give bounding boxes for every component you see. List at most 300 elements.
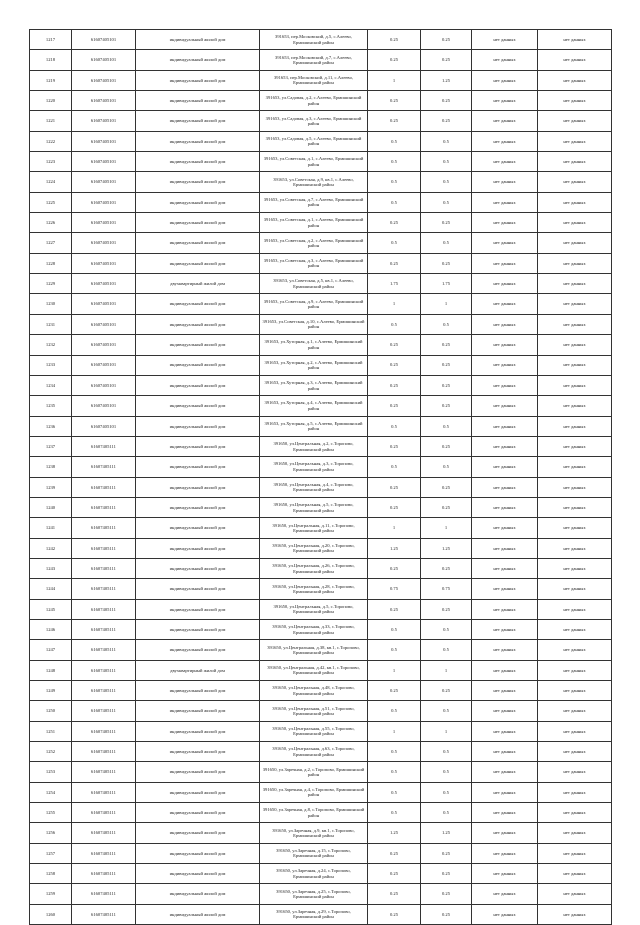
cell-number: 1217 xyxy=(30,30,72,50)
table-row xyxy=(30,558,612,578)
cell-building-type: индивидуальный жилой дом xyxy=(136,152,260,172)
cell-building-type: индивидуальный жилой дом xyxy=(136,294,260,314)
cell-note: нет данных xyxy=(538,131,612,151)
cell-note: нет данных xyxy=(538,253,612,273)
cell-address: 391650, ул.Центральная, д.55, с.Торопово, Ермишинский район xyxy=(260,721,368,741)
cell-address: 391653, пер.Московский, д.11, с.Алеево, Ермишинский район xyxy=(260,70,368,90)
cell-number: 1247 xyxy=(30,640,72,660)
cell-address: 391650, ул.Центральная, д.42, кв.1, с.Торопово, Ермишинский район xyxy=(260,660,368,680)
cell-code: 61607405101 xyxy=(72,294,136,314)
cell-building-type: индивидуальный жилой дом xyxy=(136,50,260,70)
cell-value-2: 1 xyxy=(421,660,472,680)
cell-value-1: 0.5 xyxy=(368,172,421,192)
table-row xyxy=(30,172,612,192)
cell-number: 1256 xyxy=(30,823,72,843)
cell-building-type: индивидуальный жилой дом xyxy=(136,538,260,558)
cell-value-1: 0.75 xyxy=(368,579,421,599)
cell-address: 391650, ул.Заречная, д.2, с.Торопово, Ермишинский район xyxy=(260,762,368,782)
cell-address: 391653, ул.Садовая, д.2, с.Алеево, Ермишинский район xyxy=(260,91,368,111)
cell-number: 1221 xyxy=(30,111,72,131)
cell-number: 1226 xyxy=(30,213,72,233)
cell-value-2: 0.25 xyxy=(421,50,472,70)
cell-status: нет данных xyxy=(472,884,538,904)
cell-note: нет данных xyxy=(538,91,612,111)
cell-status: нет данных xyxy=(472,558,538,578)
table-row xyxy=(30,111,612,131)
table-row xyxy=(30,843,612,863)
cell-code: 61607405101 xyxy=(72,213,136,233)
cell-building-type: индивидуальный жилой дом xyxy=(136,497,260,517)
cell-value-2: 0.5 xyxy=(421,803,472,823)
table-row xyxy=(30,436,612,456)
cell-number: 1233 xyxy=(30,355,72,375)
table-row xyxy=(30,457,612,477)
cell-code: 61607405111 xyxy=(72,884,136,904)
cell-note: нет данных xyxy=(538,213,612,233)
cell-building-type: индивидуальный жилой дом xyxy=(136,457,260,477)
cell-building-type: индивидуальный жилой дом xyxy=(136,436,260,456)
cell-number: 1218 xyxy=(30,50,72,70)
cell-value-1: 0.25 xyxy=(368,396,421,416)
cell-value-2: 0.5 xyxy=(421,152,472,172)
table-row xyxy=(30,70,612,90)
cell-value-1: 0.25 xyxy=(368,375,421,395)
cell-status: нет данных xyxy=(472,660,538,680)
cell-number: 1240 xyxy=(30,497,72,517)
cell-code: 61607405101 xyxy=(72,396,136,416)
cell-code: 61607405111 xyxy=(72,457,136,477)
cell-building-type: индивидуальный жилой дом xyxy=(136,355,260,375)
cell-status: нет данных xyxy=(472,192,538,212)
cell-value-1: 0.25 xyxy=(368,884,421,904)
cell-note: нет данных xyxy=(538,457,612,477)
cell-code: 61607405111 xyxy=(72,518,136,538)
table-row xyxy=(30,477,612,497)
table-row xyxy=(30,294,612,314)
cell-code: 61607405111 xyxy=(72,497,136,517)
cell-number: 1234 xyxy=(30,375,72,395)
cell-value-1: 0.25 xyxy=(368,864,421,884)
cell-address: 391650, ул.Заречная, д.4, с.Торопово, Ермишинский район xyxy=(260,782,368,802)
cell-value-2: 0.25 xyxy=(421,91,472,111)
cell-value-2: 0.25 xyxy=(421,375,472,395)
cell-code: 61607405101 xyxy=(72,375,136,395)
cell-status: нет данных xyxy=(472,477,538,497)
cell-note: нет данных xyxy=(538,294,612,314)
cell-note: нет данных xyxy=(538,233,612,253)
cell-value-1: 0.25 xyxy=(368,213,421,233)
cell-value-2: 0.25 xyxy=(421,884,472,904)
cell-status: нет данных xyxy=(472,314,538,334)
cell-number: 1237 xyxy=(30,436,72,456)
cell-building-type: индивидуальный жилой дом xyxy=(136,742,260,762)
cell-number: 1238 xyxy=(30,457,72,477)
table-row xyxy=(30,396,612,416)
cell-note: нет данных xyxy=(538,192,612,212)
cell-building-type: индивидуальный жилой дом xyxy=(136,823,260,843)
cell-address: 391650, ул.Центральная, д.4, с.Торопово, Ермишинский район xyxy=(260,477,368,497)
cell-note: нет данных xyxy=(538,335,612,355)
cell-status: нет данных xyxy=(472,294,538,314)
cell-address: 391650, ул.Центральная, д.51, с.Торопово, Ермишинский район xyxy=(260,701,368,721)
cell-building-type: индивидуальный жилой дом xyxy=(136,640,260,660)
table-row xyxy=(30,274,612,294)
cell-address: 391653, ул.Советская, д.9, кв.1, с.Алеево, Ермишинский район xyxy=(260,172,368,192)
cell-value-1: 0.25 xyxy=(368,355,421,375)
cell-code: 61607405111 xyxy=(72,904,136,924)
cell-value-1: 0.25 xyxy=(368,111,421,131)
cell-value-2: 1.75 xyxy=(421,274,472,294)
cell-value-1: 0.5 xyxy=(368,619,421,639)
table-row xyxy=(30,640,612,660)
table-row xyxy=(30,782,612,802)
cell-value-2: 0.25 xyxy=(421,497,472,517)
cell-value-2: 0.25 xyxy=(421,558,472,578)
cell-address: 391650, ул.Заречная, д.24, с.Торопово, Ермишинский район xyxy=(260,864,368,884)
cell-value-1: 0.25 xyxy=(368,904,421,924)
cell-number: 1220 xyxy=(30,91,72,111)
cell-code: 61607405111 xyxy=(72,558,136,578)
cell-building-type: индивидуальный жилой дом xyxy=(136,253,260,273)
table-row xyxy=(30,721,612,741)
cell-value-1: 0.5 xyxy=(368,416,421,436)
cell-value-1: 0.5 xyxy=(368,152,421,172)
cell-building-type: индивидуальный жилой дом xyxy=(136,335,260,355)
cell-value-1: 0.25 xyxy=(368,253,421,273)
cell-number: 1257 xyxy=(30,843,72,863)
records-table xyxy=(29,29,612,925)
table-row xyxy=(30,375,612,395)
cell-status: нет данных xyxy=(472,721,538,741)
cell-number: 1224 xyxy=(30,172,72,192)
cell-status: нет данных xyxy=(472,579,538,599)
cell-code: 61607405111 xyxy=(72,660,136,680)
cell-value-1: 0.5 xyxy=(368,457,421,477)
cell-status: нет данных xyxy=(472,375,538,395)
cell-status: нет данных xyxy=(472,355,538,375)
cell-value-1: 1 xyxy=(368,518,421,538)
cell-code: 61607405101 xyxy=(72,111,136,131)
table-row xyxy=(30,884,612,904)
cell-number: 1258 xyxy=(30,864,72,884)
cell-code: 61607405111 xyxy=(72,436,136,456)
cell-code: 61607405101 xyxy=(72,274,136,294)
cell-number: 1229 xyxy=(30,274,72,294)
cell-number: 1253 xyxy=(30,762,72,782)
cell-building-type: индивидуальный жилой дом xyxy=(136,314,260,334)
cell-code: 61607405101 xyxy=(72,91,136,111)
cell-building-type: индивидуальный жилой дом xyxy=(136,558,260,578)
cell-value-2: 1.25 xyxy=(421,823,472,843)
cell-address: 391650, ул.Заречная, д.25, с.Торопово, Ермишинский район xyxy=(260,884,368,904)
cell-value-1: 0.25 xyxy=(368,681,421,701)
cell-address: 391653, ул.Советская, д.1, с.Алеево, Ермишинский район xyxy=(260,152,368,172)
cell-code: 61607405101 xyxy=(72,50,136,70)
cell-value-1: 0.25 xyxy=(368,558,421,578)
cell-building-type: индивидуальный жилой дом xyxy=(136,701,260,721)
cell-value-2: 0.25 xyxy=(421,477,472,497)
cell-building-type: индивидуальный жилой дом xyxy=(136,762,260,782)
cell-note: нет данных xyxy=(538,152,612,172)
cell-code: 61607405111 xyxy=(72,640,136,660)
cell-building-type: индивидуальный жилой дом xyxy=(136,904,260,924)
cell-address: 391653, пер.Московский, д.7, с.Алеево, Ермишинский район xyxy=(260,50,368,70)
cell-note: нет данных xyxy=(538,864,612,884)
cell-number: 1232 xyxy=(30,335,72,355)
cell-address: 391650, ул.Центральная, д.5, с.Торопово, Ермишинский район xyxy=(260,599,368,619)
cell-address: 391650, ул.Центральная, д.48, с.Торопово, Ермишинский район xyxy=(260,681,368,701)
cell-building-type: индивидуальный жилой дом xyxy=(136,803,260,823)
table-row xyxy=(30,518,612,538)
cell-note: нет данных xyxy=(538,477,612,497)
cell-value-2: 0.5 xyxy=(421,742,472,762)
cell-number: 1245 xyxy=(30,599,72,619)
cell-value-1: 0.5 xyxy=(368,782,421,802)
table-row xyxy=(30,619,612,639)
cell-value-1: 0.25 xyxy=(368,30,421,50)
table-row xyxy=(30,701,612,721)
cell-value-1: 0.25 xyxy=(368,843,421,863)
cell-value-1: 1 xyxy=(368,70,421,90)
cell-value-1: 0.5 xyxy=(368,762,421,782)
cell-value-1: 0.5 xyxy=(368,192,421,212)
cell-code: 61607405111 xyxy=(72,762,136,782)
cell-building-type: индивидуальный жилой дом xyxy=(136,619,260,639)
cell-value-2: 0.25 xyxy=(421,864,472,884)
cell-address: 391653, ул.Советская, д.2, с.Алеево, Ермишинский район xyxy=(260,233,368,253)
cell-note: нет данных xyxy=(538,640,612,660)
cell-note: нет данных xyxy=(538,721,612,741)
cell-building-type: индивидуальный жилой дом xyxy=(136,518,260,538)
cell-note: нет данных xyxy=(538,660,612,680)
table-row xyxy=(30,579,612,599)
cell-address: 391650, ул.Центральная, д.26, с.Торопово, Ермишинский район xyxy=(260,558,368,578)
cell-value-2: 0.5 xyxy=(421,782,472,802)
cell-code: 61607405111 xyxy=(72,599,136,619)
cell-value-1: 1 xyxy=(368,294,421,314)
cell-status: нет данных xyxy=(472,701,538,721)
cell-status: нет данных xyxy=(472,457,538,477)
cell-value-2: 0.25 xyxy=(421,213,472,233)
table-row xyxy=(30,91,612,111)
cell-address: 391650, ул.Центральная, д.38, кв.1, с.Торопово, Ермишинский район xyxy=(260,640,368,660)
cell-building-type: индивидуальный жилой дом xyxy=(136,233,260,253)
cell-address: 391653, ул.Советская, д.7, с.Алеево, Ермишинский район xyxy=(260,192,368,212)
cell-address: 391650, ул.Центральная, д.5, с.Торопово, Ермишинский район xyxy=(260,497,368,517)
table-row xyxy=(30,233,612,253)
cell-building-type: индивидуальный жилой дом xyxy=(136,477,260,497)
cell-status: нет данных xyxy=(472,335,538,355)
cell-building-type: индивидуальный жилой дом xyxy=(136,111,260,131)
table-row xyxy=(30,50,612,70)
cell-value-2: 0.5 xyxy=(421,762,472,782)
cell-code: 61607405101 xyxy=(72,335,136,355)
cell-code: 61607405111 xyxy=(72,864,136,884)
table-row xyxy=(30,131,612,151)
cell-address: 391650, ул.Центральная, д.11, с.Торопово, Ермишинский район xyxy=(260,518,368,538)
cell-building-type: индивидуальный жилой дом xyxy=(136,192,260,212)
cell-status: нет данных xyxy=(472,619,538,639)
cell-code: 61607405101 xyxy=(72,253,136,273)
cell-code: 61607405111 xyxy=(72,538,136,558)
cell-code: 61607405101 xyxy=(72,70,136,90)
cell-value-2: 0.5 xyxy=(421,619,472,639)
cell-code: 61607405111 xyxy=(72,803,136,823)
cell-number: 1223 xyxy=(30,152,72,172)
cell-value-2: 0.25 xyxy=(421,396,472,416)
cell-value-1: 0.25 xyxy=(368,599,421,619)
cell-value-2: 0.25 xyxy=(421,335,472,355)
cell-note: нет данных xyxy=(538,416,612,436)
cell-number: 1250 xyxy=(30,701,72,721)
cell-status: нет данных xyxy=(472,762,538,782)
cell-address: 391650, ул.Заречная, д.15, с.Торопово, Ермишинский район xyxy=(260,843,368,863)
cell-note: нет данных xyxy=(538,782,612,802)
cell-building-type: индивидуальный жилой дом xyxy=(136,172,260,192)
cell-note: нет данных xyxy=(538,436,612,456)
cell-building-type: индивидуальный жилой дом xyxy=(136,30,260,50)
cell-status: нет данных xyxy=(472,131,538,151)
table-row xyxy=(30,864,612,884)
cell-building-type: индивидуальный жилой дом xyxy=(136,681,260,701)
table-row xyxy=(30,823,612,843)
cell-status: нет данных xyxy=(472,436,538,456)
cell-address: 391650, ул.Центральная, д.28, с.Торопово, Ермишинский район xyxy=(260,579,368,599)
table-row xyxy=(30,681,612,701)
cell-code: 61607405111 xyxy=(72,477,136,497)
table-row xyxy=(30,314,612,334)
cell-address: 391653, ул.Советская, д.10, с.Алеево, Ермишинский район xyxy=(260,314,368,334)
cell-status: нет данных xyxy=(472,681,538,701)
cell-value-1: 1.75 xyxy=(368,274,421,294)
cell-status: нет данных xyxy=(472,233,538,253)
cell-note: нет данных xyxy=(538,681,612,701)
cell-value-2: 1 xyxy=(421,294,472,314)
cell-code: 61607405111 xyxy=(72,579,136,599)
cell-number: 1248 xyxy=(30,660,72,680)
cell-status: нет данных xyxy=(472,50,538,70)
cell-status: нет данных xyxy=(472,640,538,660)
cell-code: 61607405111 xyxy=(72,823,136,843)
cell-address: 391653, ул.Хуторная, д.1, с.Алеево, Ермишинский район xyxy=(260,335,368,355)
cell-status: нет данных xyxy=(472,274,538,294)
cell-value-2: 0.25 xyxy=(421,355,472,375)
cell-value-2: 0.5 xyxy=(421,172,472,192)
cell-code: 61607405111 xyxy=(72,782,136,802)
cell-number: 1236 xyxy=(30,416,72,436)
cell-value-1: 0.5 xyxy=(368,131,421,151)
cell-number: 1239 xyxy=(30,477,72,497)
cell-code: 61607405111 xyxy=(72,681,136,701)
table-row xyxy=(30,904,612,924)
cell-building-type: индивидуальный жилой дом xyxy=(136,396,260,416)
cell-building-type: индивидуальный жилой дом xyxy=(136,416,260,436)
cell-value-1: 0.25 xyxy=(368,436,421,456)
cell-address: 391650, ул.Заречная, д.8, с.Торопово, Ермишинский район xyxy=(260,803,368,823)
cell-note: нет данных xyxy=(538,355,612,375)
cell-value-1: 0.25 xyxy=(368,497,421,517)
cell-building-type: индивидуальный жилой дом xyxy=(136,70,260,90)
cell-code: 61607405101 xyxy=(72,152,136,172)
cell-note: нет данных xyxy=(538,579,612,599)
table-row xyxy=(30,762,612,782)
cell-value-2: 0.25 xyxy=(421,904,472,924)
cell-status: нет данных xyxy=(472,111,538,131)
cell-value-1: 0.5 xyxy=(368,742,421,762)
cell-value-1: 0.5 xyxy=(368,233,421,253)
cell-status: нет данных xyxy=(472,497,538,517)
cell-value-2: 0.25 xyxy=(421,436,472,456)
cell-status: нет данных xyxy=(472,843,538,863)
cell-status: нет данных xyxy=(472,538,538,558)
table-row xyxy=(30,152,612,172)
cell-note: нет данных xyxy=(538,701,612,721)
cell-building-type: индивидуальный жилой дом xyxy=(136,721,260,741)
cell-note: нет данных xyxy=(538,274,612,294)
cell-note: нет данных xyxy=(538,30,612,50)
cell-status: нет данных xyxy=(472,213,538,233)
cell-number: 1251 xyxy=(30,721,72,741)
table-row xyxy=(30,355,612,375)
cell-value-1: 0.5 xyxy=(368,803,421,823)
cell-value-2: 0.25 xyxy=(421,681,472,701)
cell-value-1: 1 xyxy=(368,721,421,741)
cell-status: нет данных xyxy=(472,172,538,192)
table-row xyxy=(30,335,612,355)
cell-value-1: 0.25 xyxy=(368,91,421,111)
cell-code: 61607405101 xyxy=(72,30,136,50)
cell-value-2: 0.25 xyxy=(421,599,472,619)
cell-number: 1230 xyxy=(30,294,72,314)
cell-value-2: 0.5 xyxy=(421,701,472,721)
cell-address: 391653, ул.Советская, д.1, с.Алеево, Ермишинский район xyxy=(260,213,368,233)
cell-value-2: 0.5 xyxy=(421,457,472,477)
cell-code: 61607405101 xyxy=(72,355,136,375)
cell-code: 61607405101 xyxy=(72,172,136,192)
cell-address: 391650, ул.Центральная, д.2, с.Торопово, Ермишинский район xyxy=(260,436,368,456)
cell-value-2: 0.25 xyxy=(421,111,472,131)
cell-note: нет данных xyxy=(538,599,612,619)
cell-note: нет данных xyxy=(538,558,612,578)
cell-status: нет данных xyxy=(472,91,538,111)
cell-status: нет данных xyxy=(472,396,538,416)
cell-value-2: 0.5 xyxy=(421,416,472,436)
cell-value-1: 1.25 xyxy=(368,823,421,843)
cell-building-type: двухквартирный жилой дом xyxy=(136,274,260,294)
cell-note: нет данных xyxy=(538,70,612,90)
cell-building-type: индивидуальный жилой дом xyxy=(136,579,260,599)
cell-address: 391653, ул.Хуторная, д.5, с.Алеево, Ермишинский район xyxy=(260,416,368,436)
cell-note: нет данных xyxy=(538,843,612,863)
cell-value-1: 1 xyxy=(368,660,421,680)
cell-code: 61607405111 xyxy=(72,619,136,639)
cell-number: 1252 xyxy=(30,742,72,762)
cell-address: 391653, ул.Хуторная, д.3, с.Алеево, Ермишинский район xyxy=(260,375,368,395)
cell-value-2: 0.25 xyxy=(421,253,472,273)
cell-address: 391650, ул.Центральная, д.63, с.Торопово, Ермишинский район xyxy=(260,742,368,762)
cell-number: 1254 xyxy=(30,782,72,802)
document-page xyxy=(29,29,611,925)
cell-number: 1249 xyxy=(30,681,72,701)
cell-building-type: индивидуальный жилой дом xyxy=(136,843,260,863)
cell-number: 1260 xyxy=(30,904,72,924)
cell-value-2: 0.75 xyxy=(421,579,472,599)
cell-note: нет данных xyxy=(538,619,612,639)
cell-status: нет данных xyxy=(472,253,538,273)
cell-number: 1227 xyxy=(30,233,72,253)
cell-note: нет данных xyxy=(538,518,612,538)
table-row xyxy=(30,538,612,558)
